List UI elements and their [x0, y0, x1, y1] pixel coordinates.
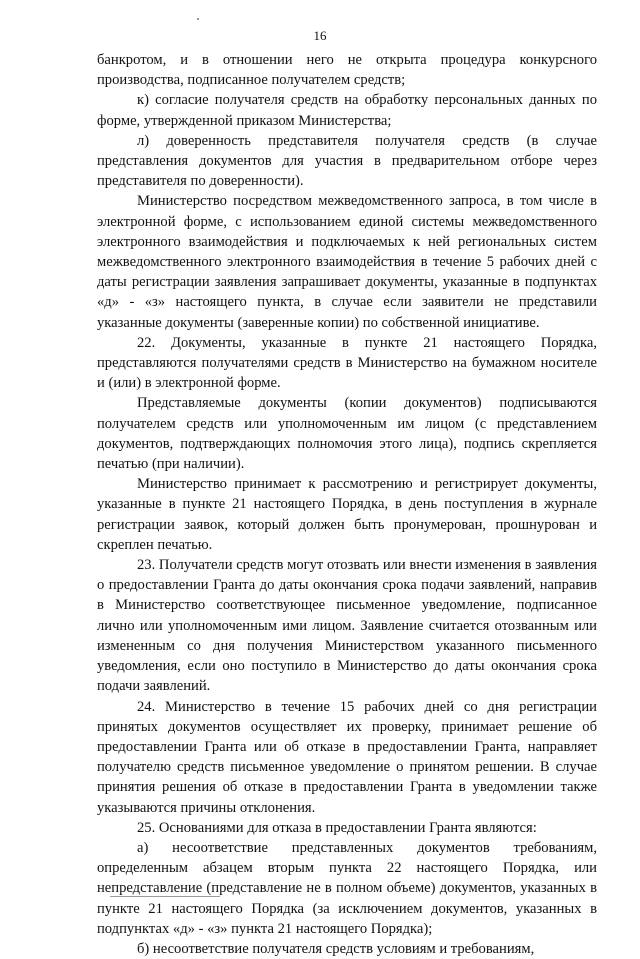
paragraph-continuation: банкротом, и в отношении него не открыта процедура конкурсного производства, подписанное получателем средств;	[97, 52, 597, 89]
document-body	[97, 50, 597, 959]
paragraph-clause-23: 23. Получатели средств могут отозвать или внести изменения в заявления о предоставлении Гранта до даты окончания срока подачи заявлений, направив в Министерство соответствующее письменное уведомление, подписанное лично или уполномоченным ими лицом. Заявление считается отозванным или измененным со дня получения Министерством указанного письменного уведомления, если оно поступило в Министерство до даты окончания срока подачи заявлений.	[97, 557, 597, 695]
paragraph-item-a: а) несоответствие представленных документов требованиям, определенным абзацем вторым пункта 22 настоящего Порядка, или непредставление (представление не в полном объеме) документов, указанных в пункте 21 настоящего Порядка (за исключением документов, указанных в подпунктах «д» - «з» пункта 21 настоящего Порядка);	[97, 839, 597, 937]
paragraph-item-b: б) несоответствие получателя средств условиям и требованиям,	[137, 940, 535, 957]
paragraph-registration: Министерство принимает к рассмотрению и регистрирует документы, указанные в пункте 21 настоящего Порядка, в день поступления в журнале регистрации заявок, который должен быть пронумерован, прошнурован и скреплен печатью.	[97, 476, 597, 553]
paragraph-clause-24: 24. Министерство в течение 15 рабочих дней со дня регистрации принятых документов осуществляет их проверку, принимает решение об предоставлении Гранта или об отказе в предоставлении Гранта, направляет получателю средств письменное уведомление о принятом решении. В случае принятия решения об отказе в предоставлении Гранта в уведомлении также указываются причины отклонения.	[97, 698, 597, 816]
paragraph-clause-25: 25. Основаниями для отказа в предоставлении Гранта являются:	[137, 819, 537, 836]
page-number: 16	[313, 28, 327, 43]
scan-artifact-line	[110, 896, 220, 897]
scan-speck	[197, 18, 199, 20]
paragraph-item-k: к) согласие получателя средств на обработку персональных данных по форме, утвержденной приказом Министерства;	[97, 92, 597, 129]
paragraph-interagency-request: Министерство посредством межведомственного запроса, в том числе в электронной форме, с использованием единой системы межведомственного электронного взаимодействия и подключаемых к ней региональных систем межведомственного электронного взаимодействия в течение 5 рабочих дней с даты регистрации заявления запрашивает документы, указанные в подпунктах «д» - «з» настоящего пункта, в случае если заявители не представили указанные документы (заверенные копии) по собственной инициативе.	[97, 193, 597, 331]
paragraph-item-l: л) доверенность представителя получателя средств (в случае представления документов для участия в предварительном отборе через представителя по доверенности).	[97, 132, 597, 190]
paragraph-clause-22: 22. Документы, указанные в пункте 21 настоящего Порядка, представляются получателями средств в Министерство на бумажном носителе и (или) в электронной форме.	[97, 334, 597, 392]
paragraph-signing-documents: Представляемые документы (копии документов) подписываются получателем средств или уполномоченным им лицом (с представлением документов, подтверждающих полномочия этого лица), подпись скрепляется печатью (при наличии).	[97, 395, 597, 473]
